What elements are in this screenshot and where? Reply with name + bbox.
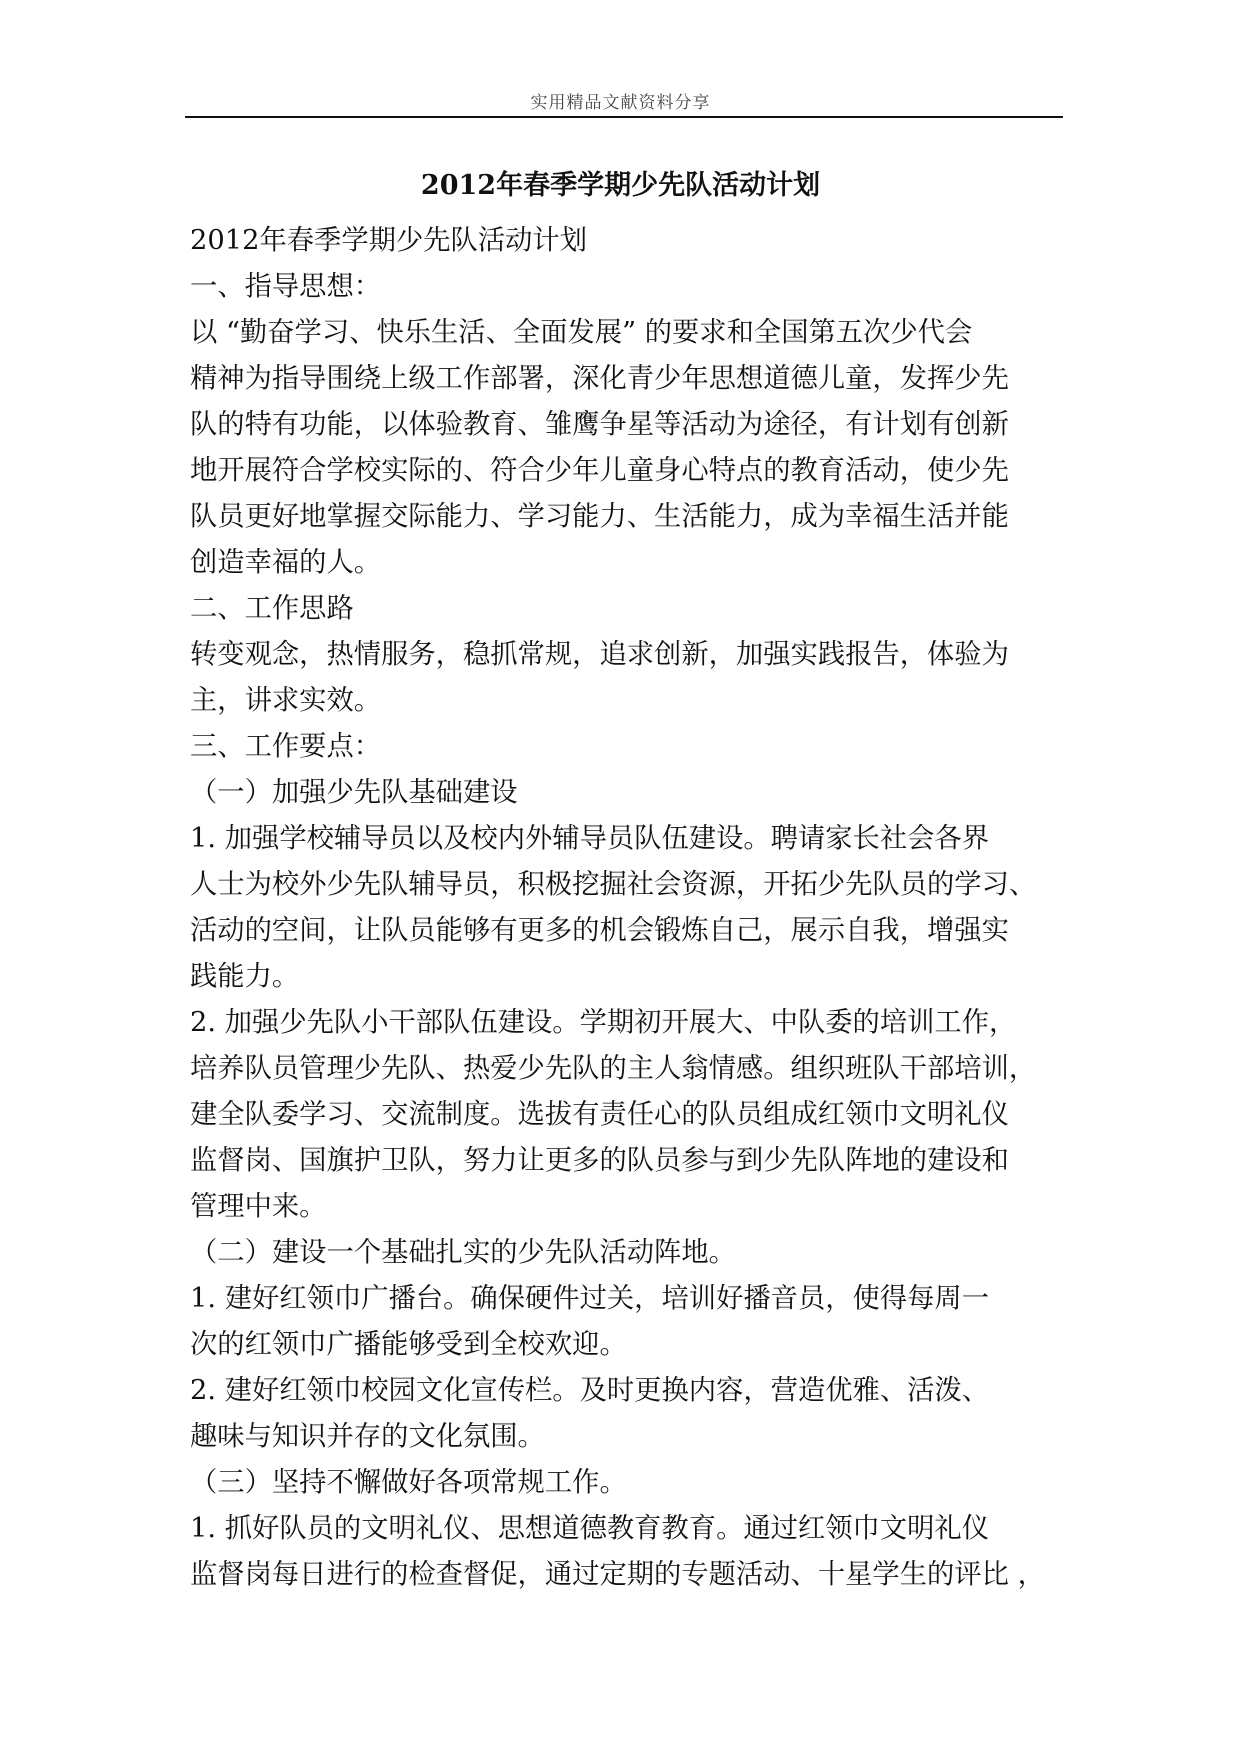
body-line: 1. 加强学校辅导员以及校内外辅导员队伍建设。聘请家长社会各界 [190, 823, 990, 854]
body-line: 主，讲求实效。 [190, 685, 382, 716]
body-line: 2. 加强少先队小干部队伍建设。学期初开展大、中队委的培训工作， [190, 1007, 1017, 1038]
running-header: 实用精品文献资料分享 [530, 93, 711, 113]
body-line: 监督岗、国旗护卫队，努力让更多的队员参与到少先队阵地的建设和 [190, 1145, 1009, 1176]
body-line: 转变观念，热情服务，稳抓常规，追求创新，加强实践报告，体验为 [190, 639, 1009, 670]
body-line: 建全队委学习、交流制度。选拔有责任心的队员组成红领巾文明礼仪 [190, 1099, 1009, 1130]
body-line: 2012年春季学期少先队活动计划 [190, 225, 588, 256]
body-line: 次的红领巾广播能够受到全校欢迎。 [190, 1329, 627, 1360]
body-line: 监督岗每日进行的检查督促，通过定期的专题活动、十星学生的评比 ， [190, 1559, 1045, 1590]
document-body [190, 218, 1062, 1598]
body-line: 管理中来。 [190, 1191, 327, 1222]
body-line: （一）加强少先队基础建设 [190, 777, 518, 808]
body-line: 1. 建好红领巾广播台。确保硬件过关，培训好播音员，使得每周一 [190, 1283, 990, 1314]
header-divider [185, 116, 1063, 118]
body-line: 培养队员管理少先队、热爱少先队的主人翁情感。组织班队干部培训， [190, 1053, 1037, 1084]
body-line: 活动的空间，让队员能够有更多的机会锻炼自己，展示自我，增强实 [190, 915, 1009, 946]
body-line: （二）建设一个基础扎实的少先队活动阵地。 [190, 1237, 736, 1268]
body-line: 三、工作要点： [190, 731, 382, 762]
document-title: 2012年春季学期少先队活动计划 [420, 170, 821, 201]
body-line: 创造幸福的人。 [190, 547, 382, 578]
body-line: （三）坚持不懈做好各项常规工作。 [190, 1467, 627, 1498]
body-line: 践能力。 [190, 961, 300, 992]
body-line: 精神为指导围绕上级工作部署，深化青少年思想道德儿童，发挥少先 [190, 363, 1009, 394]
body-line: 地开展符合学校实际的、符合少年儿童身心特点的教育活动，使少先 [190, 455, 1009, 486]
body-line: 趣味与知识并存的文化氛围。 [190, 1421, 545, 1452]
body-line: 队员更好地掌握交际能力、学习能力、生活能力，成为幸福生活并能 [190, 501, 1009, 532]
body-line: 1. 抓好队员的文明礼仪、思想道德教育教育。通过红领巾文明礼仪 [190, 1513, 990, 1544]
body-line: 2. 建好红领巾校园文化宣传栏。及时更换内容，营造优雅、活泼、 [190, 1375, 990, 1406]
body-line: 一、指导思想： [190, 271, 382, 302]
body-line: 人士为校外少先队辅导员，积极挖掘社会资源，开拓少先队员的学习、 [190, 869, 1037, 900]
body-line: 队的特有功能，以体验教育、雏鹰争星等活动为途径，有计划有创新 [190, 409, 1009, 440]
body-line: 以 “勤奋学习、快乐生活、全面发展” 的要求和全国第五次少代会 [190, 317, 973, 348]
body-line: 二、工作思路 [190, 593, 354, 624]
